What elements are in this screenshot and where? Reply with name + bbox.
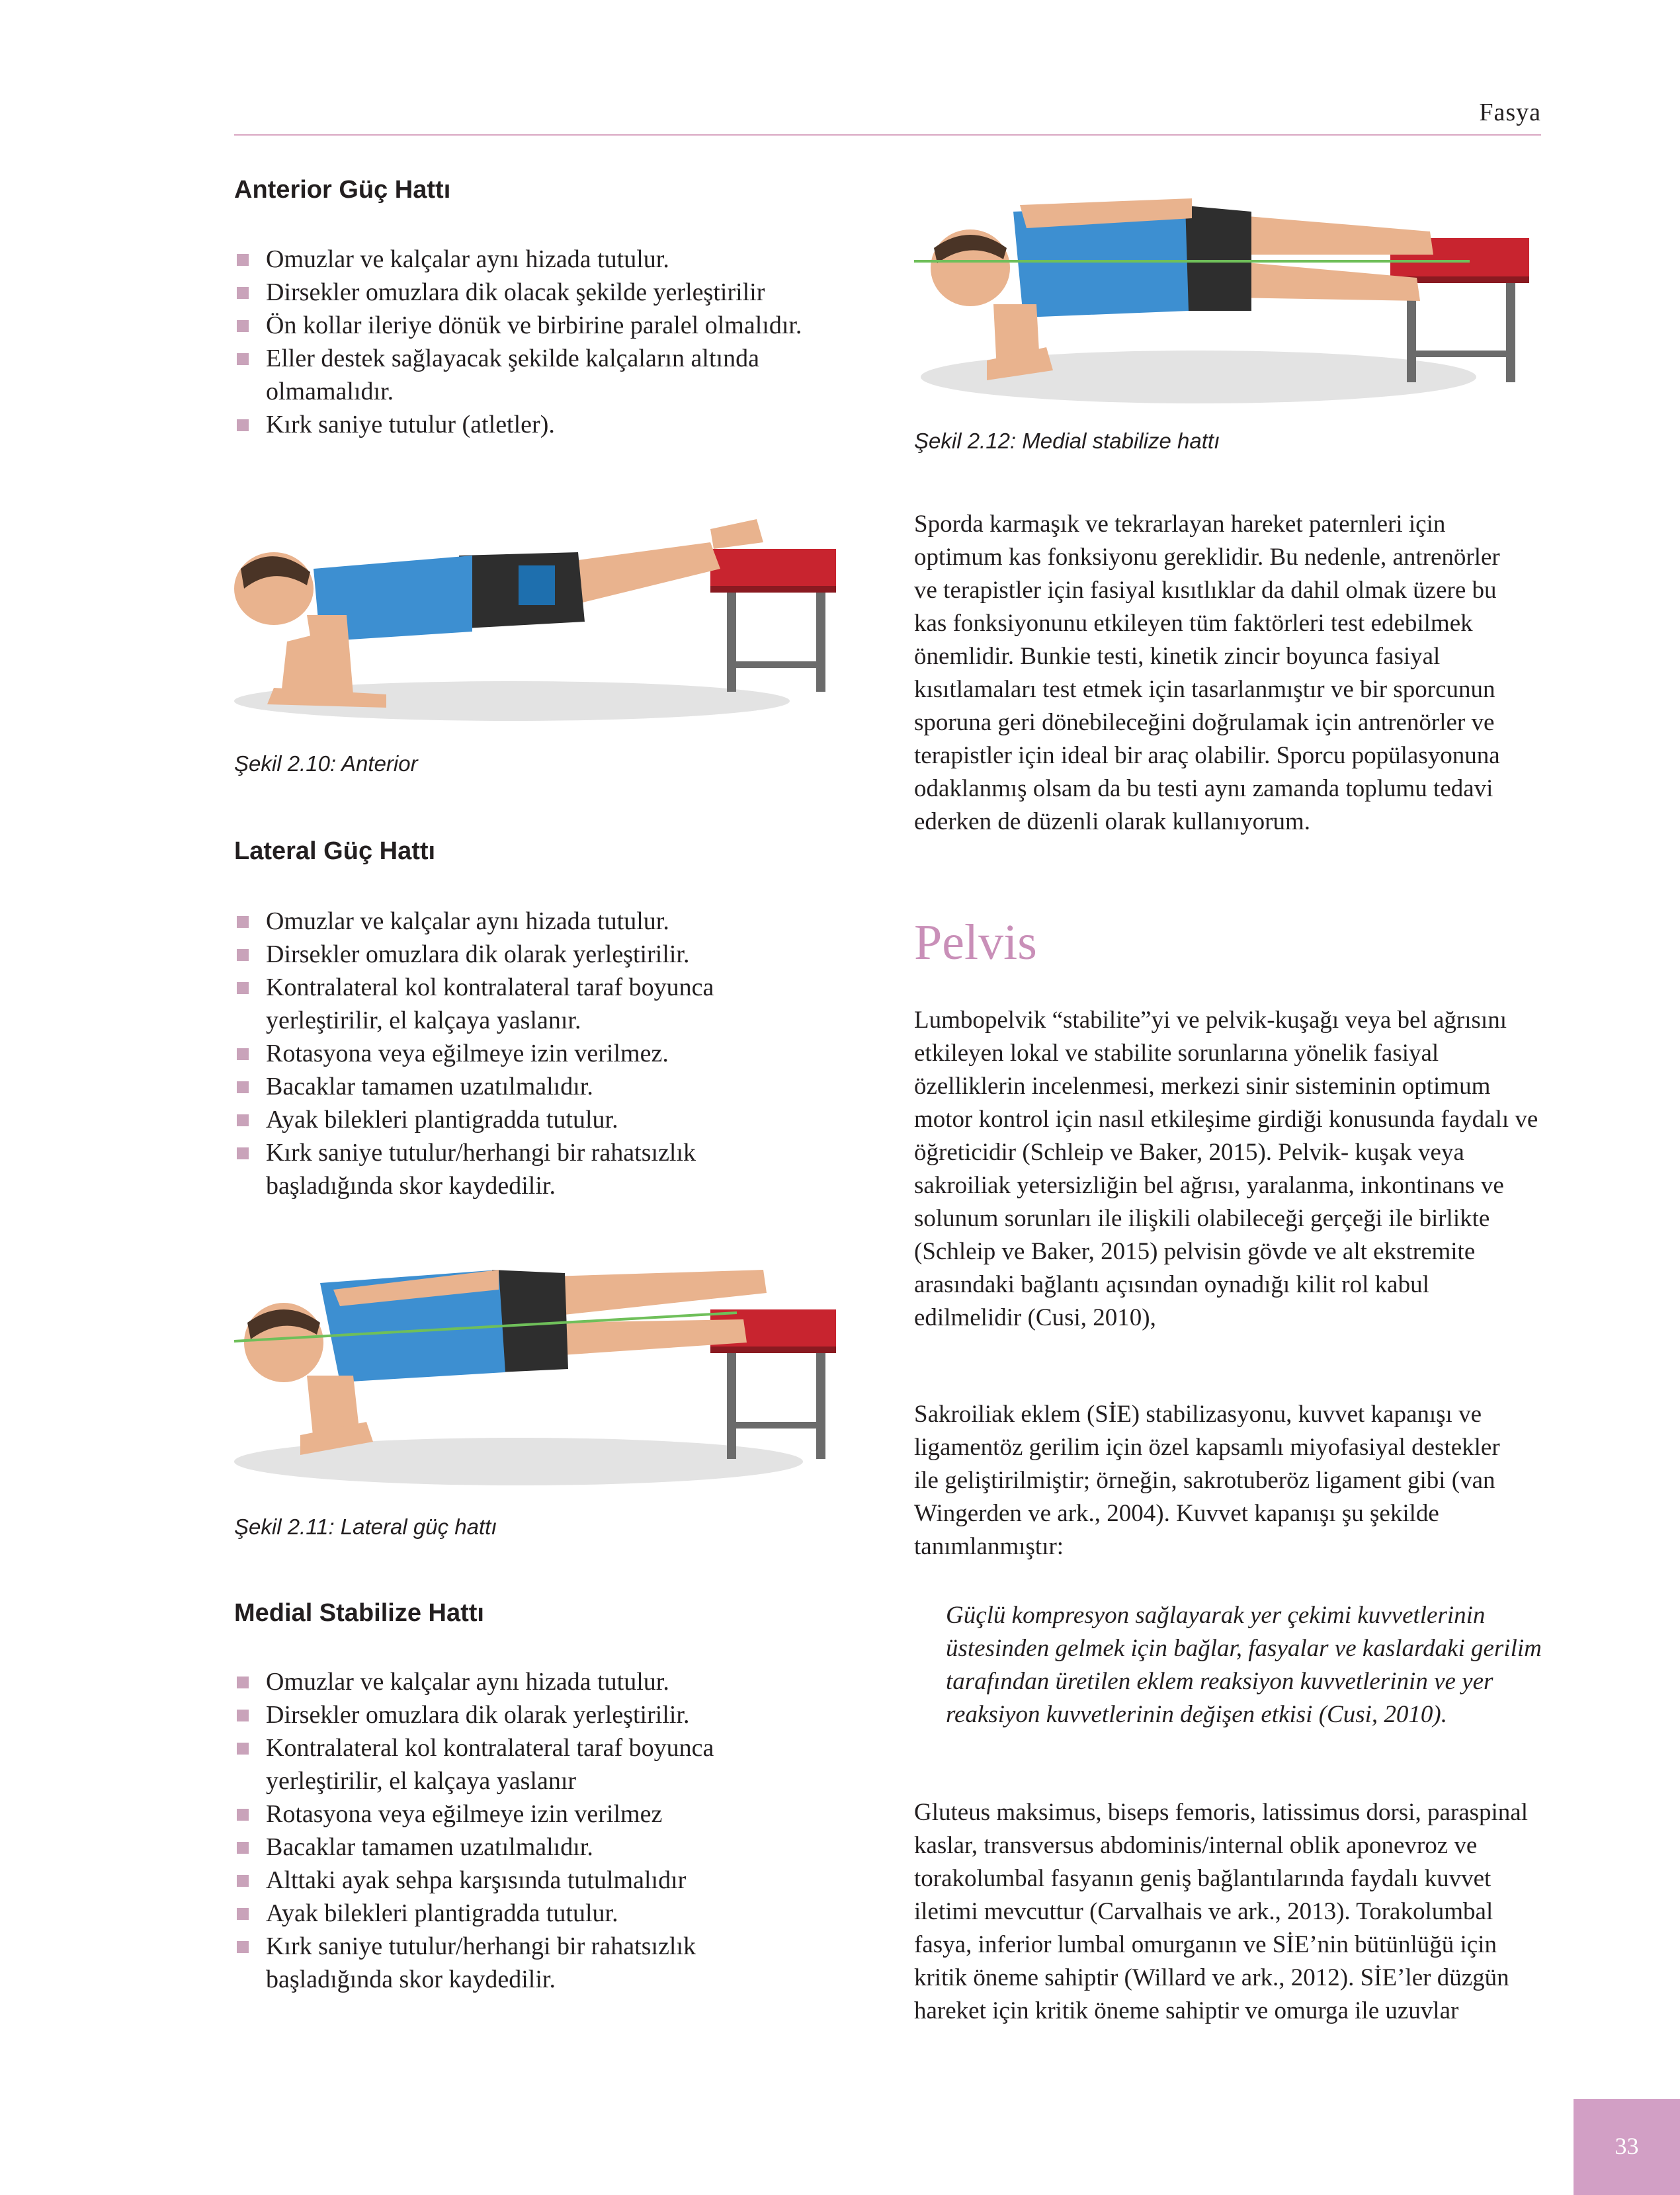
figure-anterior-illustration	[234, 503, 856, 727]
list-item: Omuzlar ve kalçalar aynı hizada tutulur.	[234, 905, 869, 938]
bullet-icon	[237, 916, 249, 928]
bullet-icon	[237, 1809, 249, 1821]
figure-medial-illustration	[914, 179, 1542, 417]
list-item: Eller destek sağlayacak şekilde kalçaların altında olmamalıdır.	[234, 342, 869, 408]
list-medial	[234, 1665, 869, 1996]
paragraph-pelvis-3: Gluteus maksimus, biseps femoris, latissimus dorsi, paraspinal kaslar, transversus abdominis/internal oblik aponevroz ve torakolumbal fasyanın geniş bağlantılarında faydalı kuvvet iletimi mevcuttur (Carvalhais ve ark., 2013). Torakolumbal fasya, inferior lumbal omurganın ve SİE’nin bütünlüğü için kritik öneme sahiptir (Willard ve ark., 2012). SİE’ler düzgün hareket için kritik öneme sahiptir ve omurga ile uzuvlar	[914, 1799, 1528, 2024]
figure-lateral-illustration	[234, 1243, 856, 1495]
bullet-icon	[237, 1677, 249, 1688]
bullet-icon	[237, 949, 249, 961]
list-item: Omuzlar ve kalçalar aynı hizada tutulur.	[234, 1665, 869, 1698]
bullet-icon	[237, 1875, 249, 1887]
heading-pelvis: Pelvis	[914, 915, 1037, 970]
list-item: Kırk saniye tutulur (atletler).	[234, 408, 869, 441]
caption-lateral: Şekil 2.11: Lateral güç hattı	[234, 1514, 497, 1539]
bullet-icon	[237, 1842, 249, 1854]
list-item: Ön kollar ileriye dönük ve birbirine paralel olmalıdır.	[234, 309, 869, 342]
list-item: Kırk saniye tutulur/herhangi bir rahatsızlık başladığında skor kaydedilir.	[234, 1930, 869, 1996]
bullet-icon	[237, 1114, 249, 1126]
paragraph-pelvis-2: Sakroiliak eklem (SİE) stabilizasyonu, kuvvet kapanışı ve ligamentöz gerilim için özel kapsamlı miyofasiyal destekler ile geliştirilmiştir; örneğin, sakrotuberöz ligament gibi (van Wingerden ve ark., 2004). Kuvvet kapanışı şu şekilde tanımlanmıştır:	[914, 1401, 1500, 1560]
bullet-icon	[237, 353, 249, 365]
paragraph-pelvis-1: Lumbopelvik “stabilite”yi ve pelvik-kuşağı veya bel ağrısını etkileyen lokal ve stabilite sorunlarına yönelik fasiyal özelliklerin incelenmesi, merkezi sinir sisteminin optimum motor kontrol için nasıl etkileşime girdiği konusunda faydalı ve öğreticidir (Schleip ve Baker, 2015). Pelvik- kuşak veya sakroiliak yetersizliğin bel ağrısı, yaralanma, inkontinans ve solunum sorunları ile ilişkili olabileceği gerçeği ile birlikte (Schleip ve Baker, 2015) pelvisin gövde ve alt ekstremite arasındaki bağlantı açısından oynadığı kilit rol kabul edilmelidir (Cusi, 2010),	[914, 1007, 1538, 1331]
caption-anterior: Şekil 2.10: Anterior	[234, 751, 418, 776]
heading-anterior: Anterior Güç Hattı	[234, 176, 451, 204]
bullet-icon	[237, 287, 249, 299]
bullet-icon	[237, 419, 249, 431]
list-item: Omuzlar ve kalçalar aynı hizada tutulur.	[234, 243, 869, 276]
bullet-icon	[237, 254, 249, 266]
paragraph-sport: Sporda karmaşık ve tekrarlayan hareket paternleri için optimum kas fonksiyonu gereklidir. Bu nedenle, antrenörler ve terapistler için fasiyal kısıtlıklar da dahil olmak üzere bu kas fonksiyonunu etkileyen tüm faktörleri test edebilmek önemlidir. Bunkie testi, kinetik zincir boyunca fasiyal kısıtlamaları test etmek için tasarlanmıştır ve bir sporcunun sporuna geri dönebileceğini doğrulamak için antrenörler ve terapistler için ideal bir araç olabilir. Sporcu popülasyonuna odaklanmış olsam da bu testi aynı zamanda toplumu tedavi ederken de düzenli olarak kullanıyorum.	[914, 511, 1500, 835]
bullet-icon	[237, 320, 249, 332]
list-item: Rotasyona veya eğilmeye izin verilmez	[234, 1798, 869, 1831]
list-anterior	[234, 243, 869, 441]
bullet-icon	[237, 1147, 249, 1159]
page-number: 33	[1615, 2133, 1639, 2159]
heading-medial: Medial Stabilize Hattı	[234, 1599, 484, 1627]
header-rule	[234, 134, 1541, 136]
list-item: Rotasyona veya eğilmeye izin verilmez.	[234, 1037, 869, 1070]
heading-lateral: Lateral Güç Hattı	[234, 837, 436, 865]
list-lateral	[234, 905, 869, 1202]
bullet-icon	[237, 982, 249, 994]
block-quote: Güçlü kompresyon sağlayarak yer çekimi kuvvetlerinin üstesinden gelmek için bağlar, fasyalar ve kaslardaki gerilim tarafından üretilen eklem reaksiyon kuvvetlerinin ve yer reaksiyon kuvvetlerinin değişen etkisi (Cusi, 2010).	[946, 1602, 1542, 1728]
bullet-icon	[237, 1048, 249, 1060]
list-item: Kırk saniye tutulur/herhangi bir rahatsızlık başladığında skor kaydedilir.	[234, 1136, 869, 1202]
list-item: Kontralateral kol kontralateral taraf boyunca yerleştirilir, el kalçaya yaslanır.	[234, 971, 869, 1037]
list-item: Ayak bilekleri plantigradda tutulur.	[234, 1103, 869, 1136]
list-item: Bacaklar tamamen uzatılmalıdır.	[234, 1831, 869, 1864]
list-item: Dirsekler omuzlara dik olacak şekilde yerleştirilir	[234, 276, 869, 309]
bullet-icon	[237, 1743, 249, 1755]
list-item: Alttaki ayak sehpa karşısında tutulmalıdır	[234, 1864, 869, 1897]
bullet-icon	[237, 1941, 249, 1953]
bullet-icon	[237, 1710, 249, 1721]
page-number-box	[1574, 2099, 1680, 2195]
list-item: Dirsekler omuzlara dik olarak yerleştirilir.	[234, 1698, 869, 1731]
list-item: Bacaklar tamamen uzatılmalıdır.	[234, 1070, 869, 1103]
list-item: Dirsekler omuzlara dik olarak yerleştirilir.	[234, 938, 869, 971]
bullet-icon	[237, 1081, 249, 1093]
running-header: Fasya	[1479, 99, 1541, 126]
caption-medial: Şekil 2.12: Medial stabilize hattı	[914, 429, 1220, 453]
list-item: Kontralateral kol kontralateral taraf boyunca yerleştirilir, el kalçaya yaslanır	[234, 1731, 869, 1798]
list-item: Ayak bilekleri plantigradda tutulur.	[234, 1897, 869, 1930]
bullet-icon	[237, 1908, 249, 1920]
